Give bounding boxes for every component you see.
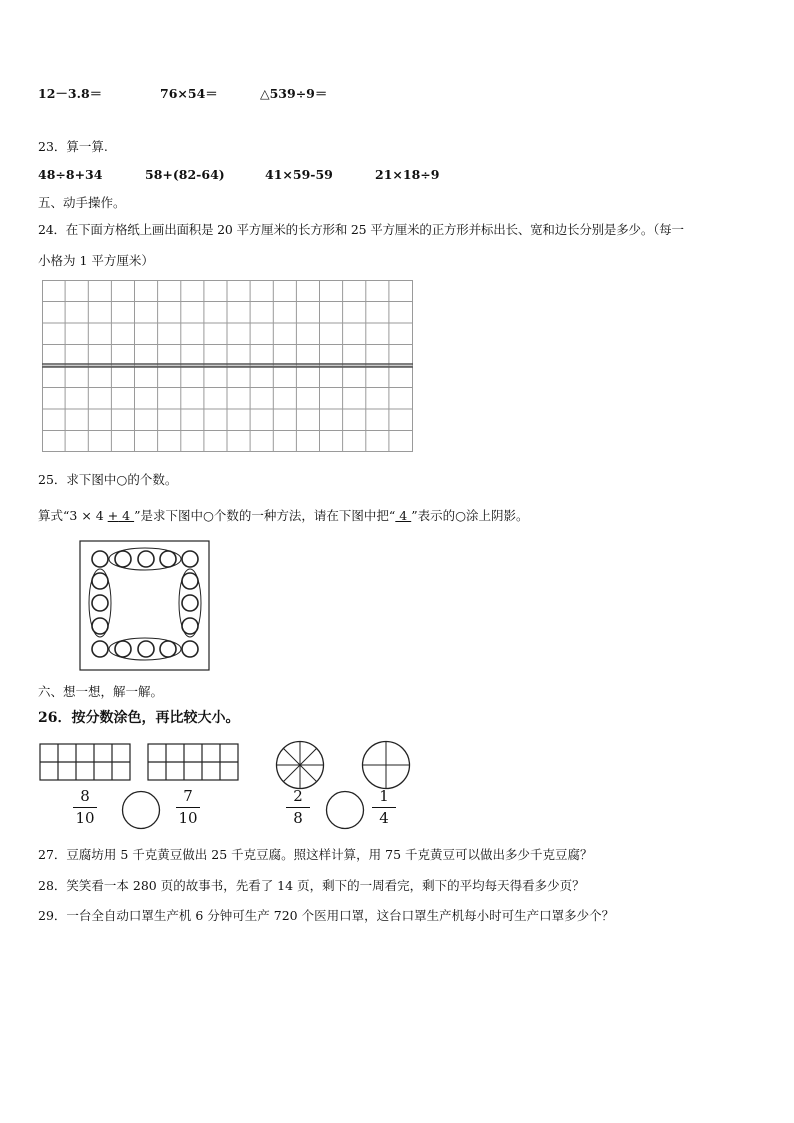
expr-12-minus-3.8: 12－3.8＝ xyxy=(38,86,103,101)
fraction-denominator: 10 xyxy=(75,809,95,827)
fraction-denominator: 8 xyxy=(293,809,303,827)
q23-title: 23．算一算. xyxy=(38,139,108,154)
fraction-bar xyxy=(372,807,396,808)
q23-expr-2: 58+(82-64) xyxy=(145,167,225,182)
fraction-numerator: 7 xyxy=(183,787,193,805)
fraction-denominator: 10 xyxy=(178,809,198,827)
compare-circle-1[interactable] xyxy=(121,790,161,830)
q25-suffix: ”表示的○涂上阴影。 xyxy=(411,508,529,523)
q23-expr-4: 21×18÷9 xyxy=(375,167,440,182)
fraction-bar xyxy=(286,807,310,808)
q25-four-2: 4 xyxy=(395,508,412,523)
q25-title: 25．求下图中○的个数。 xyxy=(38,472,178,487)
q25-mid: ”是求下图中○个数的一种方法，请在下图中把“ xyxy=(134,508,396,523)
fraction-numerator: 1 xyxy=(379,787,389,805)
q23-expr-1: 48÷8+34 xyxy=(38,167,103,182)
fraction-denominator: 4 xyxy=(379,809,389,827)
quarters-circle[interactable] xyxy=(361,740,411,790)
q24-line-1: 24．在下面方格纸上画出面积是 20 平方厘米的长方形和 25 平方厘米的正方形并标出长、宽和边长分别是多少。（每一 xyxy=(38,222,684,237)
q27-text: 27．豆腐坊用 5 千克黄豆做出 25 千克豆腐。照这样计算，用 75 千克黄豆可以做出多少千克豆腐？ xyxy=(38,847,593,862)
ten-part-bar-a[interactable] xyxy=(39,743,131,781)
q26-title: 26．按分数涂色，再比较大小。 xyxy=(38,710,240,726)
eighths-circle[interactable] xyxy=(275,740,325,790)
fraction-bar xyxy=(73,807,97,808)
fraction-bar xyxy=(176,807,200,808)
q29-text: 29．一台全自动口罩生产机 6 分钟可生产 720 个医用口罩，这台口罩生产机每小时可生产口罩多少个？ xyxy=(38,908,615,923)
fraction-1-4 xyxy=(370,788,398,827)
fraction-numerator: 2 xyxy=(293,787,303,805)
fraction-2-8 xyxy=(284,788,312,827)
expr-76-times-54: 76×54＝ xyxy=(160,86,218,101)
fraction-numerator: 8 xyxy=(80,787,90,805)
ten-part-bar-b[interactable] xyxy=(147,743,239,781)
circle-counting-figure[interactable] xyxy=(79,540,211,671)
q25-plus: + xyxy=(107,508,119,523)
q24-line-2: 小格为 1 平方厘米） xyxy=(38,253,154,268)
square-grid-paper[interactable] xyxy=(42,280,414,453)
q25-four: 4 xyxy=(118,508,135,523)
section-6-heading: 六、想一想，解一解。 xyxy=(38,684,164,699)
fraction-7-10 xyxy=(174,788,202,827)
q25-prefix: 算式“3 × 4 xyxy=(38,508,108,523)
q28-text: 28．笑笑看一本 280 页的故事书，先看了 14 页，剩下的一周看完，剩下的平均每天得看多少页？ xyxy=(38,878,585,893)
compare-circle-2[interactable] xyxy=(325,790,365,830)
section-5-heading: 五、动手操作。 xyxy=(38,195,126,210)
expr-539-div-9: △539÷9＝ xyxy=(260,86,328,101)
fraction-8-10 xyxy=(71,788,99,827)
q25-instruction xyxy=(38,506,529,524)
q23-expr-3: 41×59-59 xyxy=(265,167,333,182)
